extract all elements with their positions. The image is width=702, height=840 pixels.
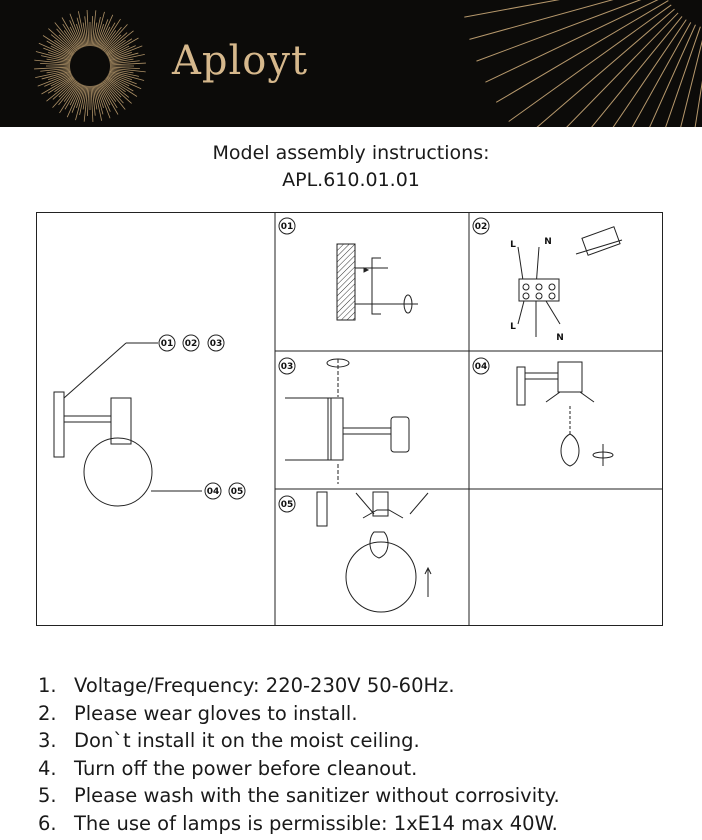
sun-ray [496,1,668,103]
sun-ray [469,0,662,39]
sun-ray [574,20,686,127]
step-01-wall-mount [337,244,418,320]
step-label-05: 05 [280,500,294,510]
page-title: Model assembly instructions: [212,142,490,164]
sun-ray [523,9,675,127]
step-label-04: 04 [474,362,488,372]
instructions-list [38,672,560,837]
step-label-02: 02 [474,222,488,232]
step-05-globe-attach [317,492,431,612]
model-number: APL.610.01.01 [282,169,420,191]
sun-ray [103,81,123,103]
lamp-overview [54,343,202,506]
sun-ray [53,79,75,99]
sunburst-decoration [0,0,702,127]
instruction-item: 4. Turn off the power before cleanout. [38,756,418,780]
wire-label-l-bottom: L [510,322,516,332]
instruction-item: 2. Please wear gloves to install. [38,701,358,725]
sun-ray [57,29,77,51]
wire-label-n-top: N [544,237,552,247]
callout-03: 03 [209,339,223,349]
step-04-bulb-insert [517,362,613,466]
callout-01: 01 [160,339,174,349]
instruction-item: 5. Please wash with the sanitizer without corrosivity. [38,784,560,807]
sun-ray [464,0,661,17]
step-label-01: 01 [280,222,294,232]
instruction-item: 6. The use of lamps is permissible: 1xE14 max 40W. [38,811,558,835]
wire-label-n-bottom: N [556,333,564,343]
brand-logo: Aployt [172,38,309,84]
callout-04: 04 [206,487,220,497]
callout-05: 05 [230,487,244,497]
instruction-item: 1. Voltage/Frequency: 220-230V 50-60Hz. [38,674,455,697]
header-banner [0,0,702,127]
step-label-03: 03 [280,362,294,372]
sun-ray [105,33,127,53]
callout-02: 02 [184,339,198,349]
assembly-diagram [36,212,666,628]
sun-ray [593,22,690,127]
step-03-fixture-attach [285,359,409,484]
sun-ray [635,27,700,127]
instruction-item: 3. Don`t install it on the moist ceiling. [38,729,420,752]
wire-label-l-top: L [510,240,516,250]
step-02-wiring [518,227,622,337]
